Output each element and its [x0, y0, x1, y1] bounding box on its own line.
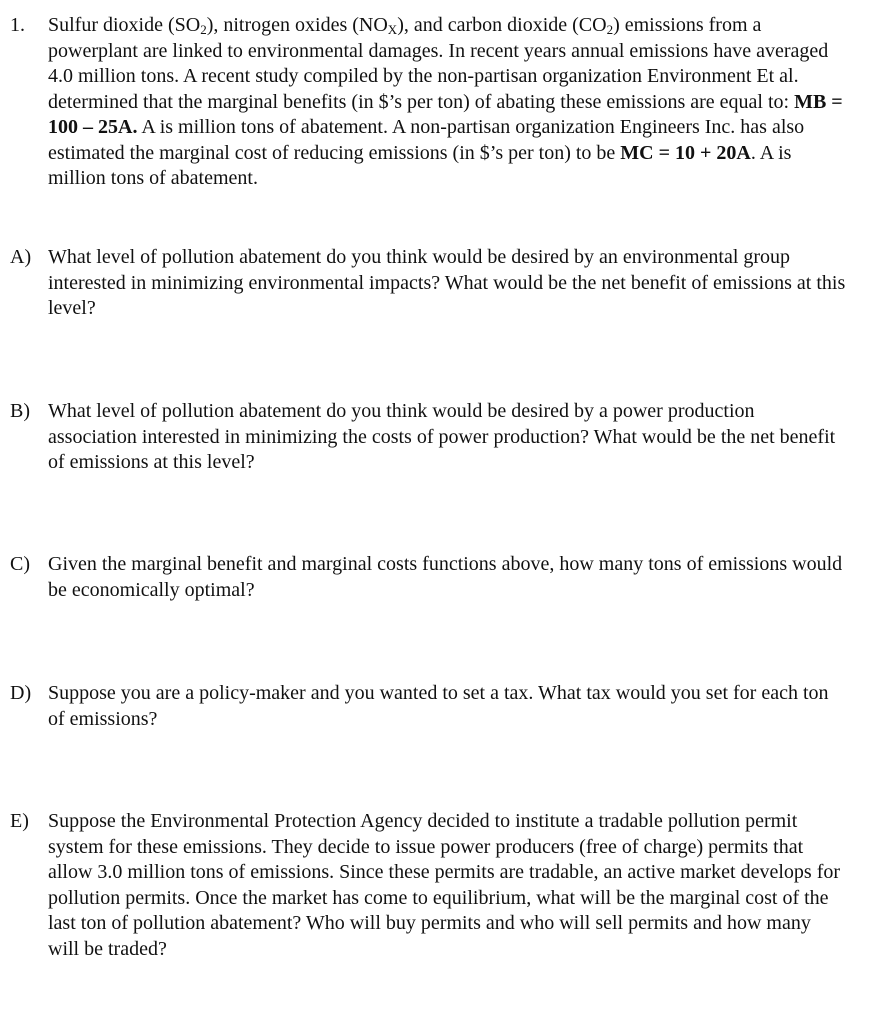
part-a — [10, 245, 846, 322]
part-label: E) — [10, 810, 29, 832]
part-e — [10, 809, 846, 962]
mc-formula: MC = 10 + 20A — [620, 141, 751, 164]
part-text: Given the marginal benefit and marginal costs functions above, how many tons of emissions would be economically optimal? — [48, 553, 843, 601]
part-text: Suppose the Environmental Protection Agency decided to institute a tradable pollution permit system for these emissions. They decide to issue power producers (free of charge) permits that allow 3.0 million tons of emissions. Since these permits are tradable, an active market develops for pollution permits. Once the market has come to equilibrium, what will be the marginal cost of the last ton of pollution abatement? Who will buy permits and who will sell permits and how many will be traded? — [48, 810, 841, 960]
part-label: C) — [10, 553, 30, 575]
part-text: What level of pollution abatement do you think would be desired by an environmental group interested in minimizing environmental impacts? What would be the net benefit of emissions at this level? — [48, 246, 846, 319]
part-label: D) — [10, 682, 32, 704]
part-text: What level of pollution abatement do you think would be desired by a power production association interested in minimizing the costs of power production? What would be the net benefit of emissions at this level? — [48, 400, 836, 473]
mb-formula: MB = 100 – 25A. — [48, 90, 843, 138]
question-1 — [10, 13, 846, 192]
part-d — [10, 681, 846, 732]
question-intro: Sulfur dioxide $(SO_2)$, nitrogen oxides $(NO_X)$, and carbon dioxide $(CO_2)$ emissions from a powerplant are linked to environmental damages. In recent years annual emissions have averaged 4.0 million tons. A recent study compiled by the non-partisan organization Environment Et al. determined that the marginal benefits (in $’s per ton) of abating these emissions are equal to: MB = 100 – 25A. A is million tons of abatement. A non-partisan organization Engineers Inc. has also estimated the marginal cost of reducing emissions (in $’s per ton) to be MC = 10 + 20A. A is million tons of abatement. — [48, 14, 843, 189]
part-text: Suppose you are a policy-maker and you wanted to set a tax. What tax would you set for each ton of emissions? — [48, 682, 829, 730]
part-c — [10, 552, 846, 603]
part-b — [10, 399, 846, 476]
question-number: 1. — [10, 14, 25, 36]
part-label: B) — [10, 400, 30, 422]
part-label: A) — [10, 246, 32, 268]
